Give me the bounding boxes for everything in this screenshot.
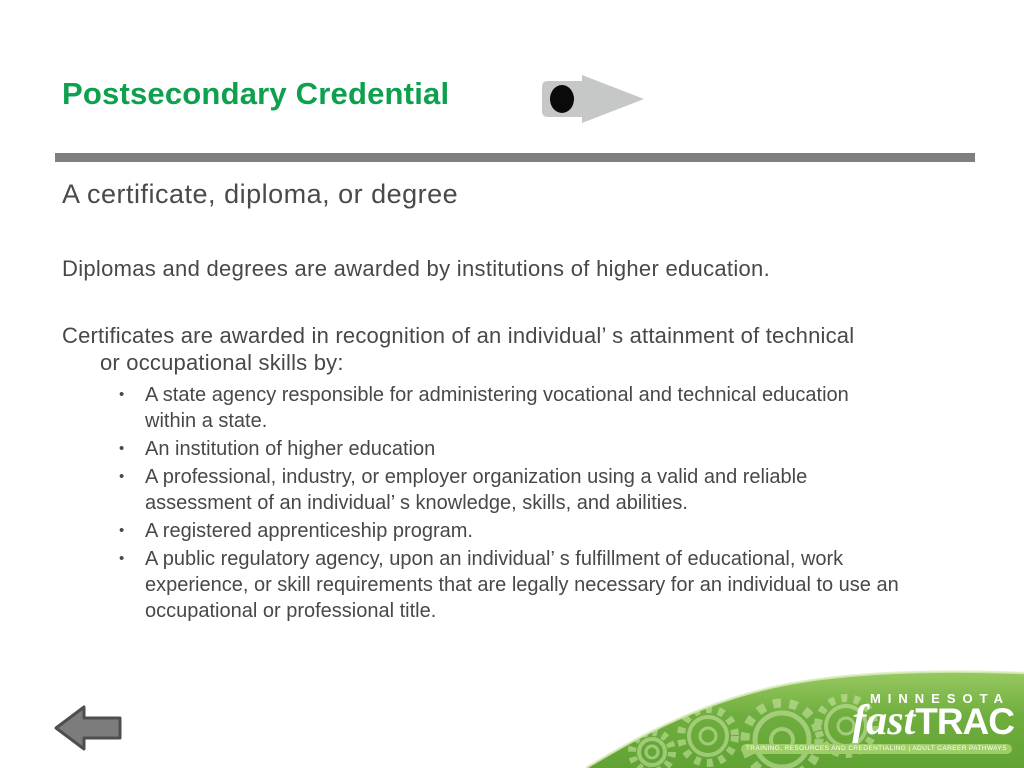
brand-logo bbox=[852, 697, 1014, 745]
brand-region-label: MINNESOTA bbox=[869, 691, 1010, 706]
paragraph-certificates bbox=[62, 322, 854, 376]
brand-logo-fast: fast bbox=[852, 698, 916, 744]
bullet-line: assessment of an individual’ s knowledge, skills, and abilities. bbox=[145, 492, 688, 514]
brand-tagline: TRAINING, RESOURCES AND CREDENTIALING | ADULT CAREER PATHWAYS bbox=[741, 744, 1012, 754]
bullet-list bbox=[119, 382, 899, 626]
brand-logo-trac: TRAC bbox=[915, 701, 1014, 742]
back-arrow-icon bbox=[56, 707, 120, 749]
bullet-line: A public regulatory agency, upon an individual’ s fulfillment of educational, work bbox=[145, 548, 844, 570]
bullet-line: occupational or professional title. bbox=[145, 600, 437, 622]
list-item bbox=[119, 464, 899, 516]
bullet-line: within a state. bbox=[145, 410, 268, 432]
list-item bbox=[119, 546, 899, 624]
bullet-line: A state agency responsible for administering vocational and technical education bbox=[145, 384, 849, 406]
title-divider bbox=[55, 153, 975, 162]
bullet-marker: • bbox=[119, 440, 125, 457]
list-item bbox=[119, 382, 899, 434]
bullet-line: An institution of higher education bbox=[145, 438, 436, 460]
paragraph-diplomas: Diplomas and degrees are awarded by institutions of higher education. bbox=[62, 256, 771, 281]
bullet-line: experience, or skill requirements that are legally necessary for an individual to use an bbox=[145, 574, 899, 596]
forward-arrow-icon[interactable] bbox=[538, 72, 648, 126]
back-arrow-button[interactable] bbox=[52, 702, 124, 754]
forward-arrow-head bbox=[582, 75, 644, 123]
list-item bbox=[119, 436, 899, 462]
slide-subtitle: A certificate, diploma, or degree bbox=[62, 179, 459, 209]
bullet-line: A professional, industry, or employer organization using a valid and reliable bbox=[145, 466, 808, 488]
forward-arrow-dot bbox=[550, 85, 574, 113]
bullet-line: A registered apprenticeship program. bbox=[145, 520, 473, 542]
bullet-marker: • bbox=[119, 550, 125, 567]
bullet-marker: • bbox=[119, 468, 125, 485]
paragraph-certificates-line2: or occupational skills by: bbox=[100, 350, 344, 375]
bullet-marker: • bbox=[119, 522, 125, 539]
list-item bbox=[119, 518, 899, 544]
bullet-marker: • bbox=[119, 386, 125, 403]
page-title: Postsecondary Credential bbox=[62, 76, 450, 111]
paragraph-certificates-line1: Certificates are awarded in recognition of an individual’ s attainment of technical bbox=[62, 323, 855, 348]
